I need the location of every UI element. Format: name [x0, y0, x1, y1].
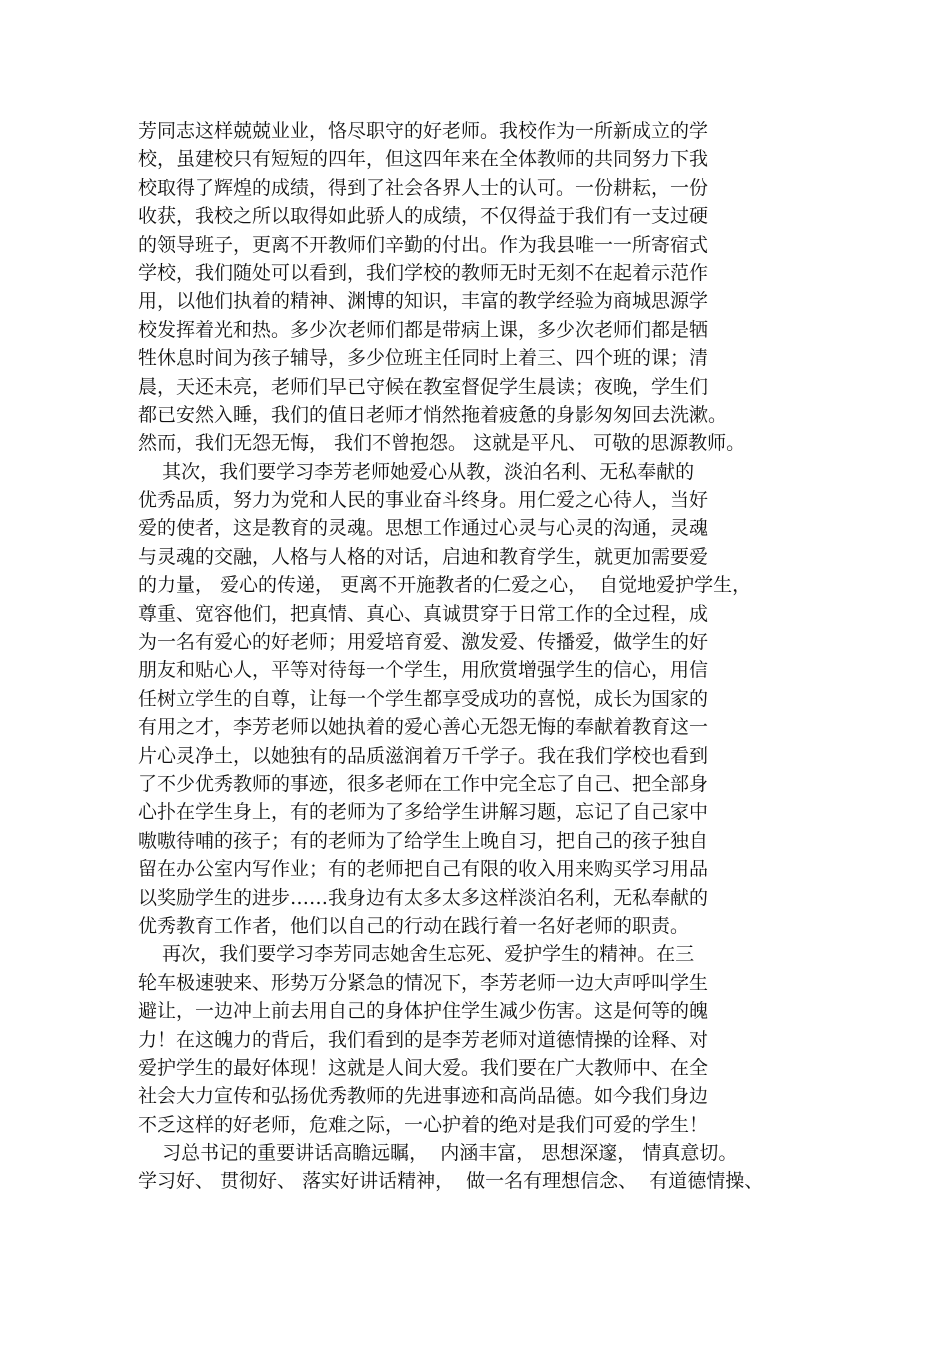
text-line: 留在办公室内写作业；有的老师把自己有限的收入用来购买学习用品 — [138, 858, 709, 881]
text-line: 心扑在学生身上，有的老师为了多给学生讲解习题，忘记了自己家中 — [138, 801, 709, 824]
text-line: 尊重、宽容他们，把真情、真心、真诚贯穿于日常工作的全过程，成 — [138, 602, 709, 625]
text-line: 避让，一边冲上前去用自己的身体护住学生减少伤害。这是何等的魄 — [138, 1000, 709, 1023]
text-line: 为一名有爱心的好老师；用爱培育爱、激发爱、传播爱，做学生的好 — [138, 631, 709, 654]
text-line: 嗷嗷待哺的孩子；有的老师为了给学生上晚自习，把自己的孩子独自 — [138, 829, 709, 852]
text-line: 以奖励学生的进步……我身边有太多太多这样淡泊名利，无私奉献的 — [138, 886, 709, 909]
text-line: 都已安然入睡，我们的值日老师才悄然拖着疲惫的身影匆匆回去洗漱。 — [138, 403, 728, 426]
text-line: 牲休息时间为孩子辅导，多少位班主任同时上着三、四个班的课；清 — [138, 347, 709, 370]
text-line: 不乏这样的好老师，危难之际，一心护着的绝对是我们可爱的学生！ — [138, 1113, 709, 1136]
text-line: 任树立学生的自尊，让每一个学生都享受成功的喜悦，成长为国家的 — [138, 687, 709, 710]
text-line: 朋友和贴心人，平等对待每一个学生，用欣赏增强学生的信心，用信 — [138, 659, 709, 682]
text-line: 学习好、 贯彻好、 落实好讲话精神， 做一名有理想信念、 有道德情操、 — [138, 1170, 764, 1193]
body-text — [138, 117, 818, 1196]
paragraph-start-line: 再次，我们要学习李芳同志她舍生忘死、爱护学生的精神。在三 — [138, 943, 695, 966]
text-line: 爱护学生的最好体现！这就是人间大爱。我们要在广大教师中、在全 — [138, 1056, 709, 1079]
text-line: 校，虽建校只有短短的四年，但这四年来在全体教师的共同努力下我 — [138, 148, 709, 171]
text-line: 校取得了辉煌的成绩，得到了社会各界人士的认可。一份耕耘，一份 — [138, 176, 709, 199]
paragraph-start-line: 其次，我们要学习李芳老师她爱心从教，淡泊名利、无私奉献的 — [138, 460, 695, 483]
text-line: 学校，我们随处可以看到，我们学校的教师无时无刻不在起着示范作 — [138, 261, 709, 284]
text-line: 用，以他们执着的精神、渊博的知识，丰富的教学经验为商城思源学 — [138, 290, 709, 313]
text-line: 的力量， 爱心的传递， 更离不开施教者的仁爱之心， 自觉地爱护学生， — [138, 574, 752, 597]
text-line: 爱的使者，这是教育的灵魂。思想工作通过心灵与心灵的沟通，灵魂 — [138, 517, 709, 540]
text-line: 收获，我校之所以取得如此骄人的成绩，不仅得益于我们有一支过硬 — [138, 205, 709, 228]
text-line: 校发挥着光和热。多少次老师们都是带病上课，多少次老师们都是牺 — [138, 318, 709, 341]
text-line: 晨，天还未亮，老师们早已守候在教室督促学生晨读；夜晚，学生们 — [138, 375, 709, 398]
text-line: 力！在这魄力的背后，我们看到的是李芳老师对道德情操的诠释、对 — [138, 1028, 709, 1051]
text-line: 然而，我们无怨无悔， 我们不曾抱怨。 这就是平凡、 可敬的思源教师。 — [138, 432, 746, 455]
text-line: 优秀教育工作者，他们以自己的行动在践行着一名好老师的职责。 — [138, 914, 690, 937]
text-line: 芳同志这样兢兢业业，恪尽职守的好老师。我校作为一所新成立的学 — [138, 120, 709, 142]
text-line: 的领导班子，更离不开教师们辛勤的付出。作为我县唯一一所寄宿式 — [138, 233, 709, 256]
text-line: 优秀品质，努力为党和人民的事业奋斗终身。用仁爱之心待人，当好 — [138, 489, 709, 512]
text-line: 与灵魂的交融，人格与人格的对话，启迪和教育学生，就更加需要爱 — [138, 545, 709, 568]
text-line: 社会大力宣传和弘扬优秀教师的先进事迹和高尚品德。如今我们身边 — [138, 1085, 709, 1108]
text-line: 轮车极速驶来、形势万分紧急的情况下，李芳老师一边大声呼叫学生 — [138, 971, 709, 994]
text-line: 片心灵净土，以她独有的品质滋润着万千学子。我在我们学校也看到 — [138, 744, 709, 767]
text-line: 了不少优秀教师的事迹，很多老师在工作中完全忘了自己、把全部身 — [138, 772, 709, 795]
paragraph-start-line: 习总书记的重要讲话高瞻远瞩， 内涵丰富， 思想深邃， 情真意切。 — [138, 1142, 738, 1165]
text-line: 有用之才，李芳老师以她执着的爱心善心无怨无悔的奉献着教育这一 — [138, 716, 709, 739]
